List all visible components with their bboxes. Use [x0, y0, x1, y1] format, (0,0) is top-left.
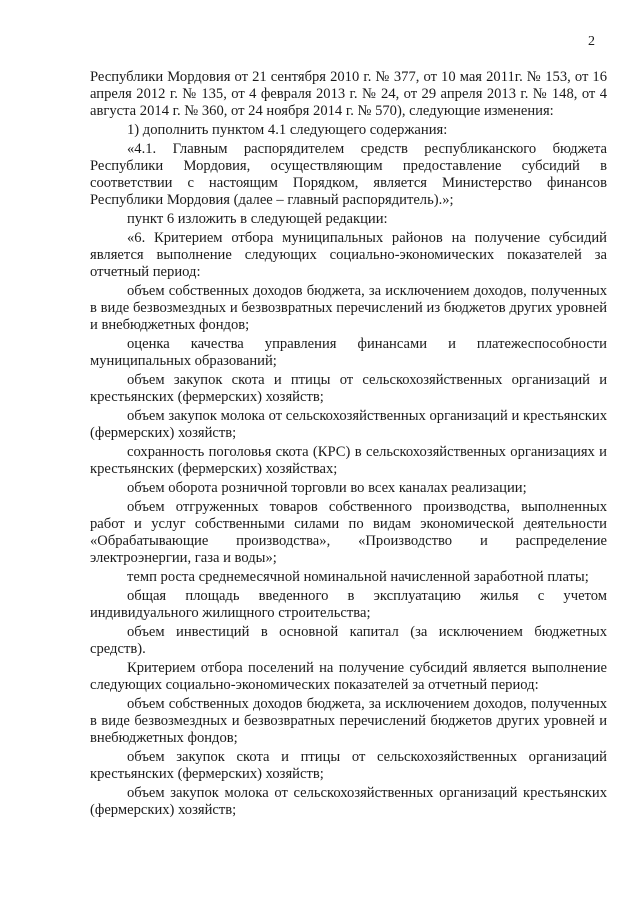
document-body — [90, 69, 607, 821]
list-item: оценка качества управления финансами и платежеспособности муниципальных образований; — [90, 335, 607, 369]
list-item: общая площадь введенного в эксплуатацию жилья с учетом индивидуального жилищного строительства; — [90, 587, 607, 621]
paragraph: «4.1. Главным распорядителем средств республиканского бюджета Республики Мордовия, осуществляющим предоставление субсидий в соответствии с настоящим Порядком, является Министерство финансов Республики Мордовия (далее – главный распорядитель).»; — [90, 141, 607, 208]
list-item: сохранность поголовья скота (КРС) в сельскохозяйственных организациях и крестьянских (фермерских) хозяйствах; — [90, 443, 607, 477]
list-item: объем закупок молока от сельскохозяйственных организаций и крестьянских (фермерских) хозяйств; — [90, 407, 607, 441]
list-item: объем закупок молока от сельскохозяйственных организаций крестьянских (фермерских) хозяйств; — [90, 784, 607, 818]
paragraph: 1) дополнить пунктом 4.1 следующего содержания: — [127, 121, 448, 138]
paragraph: пункт 6 изложить в следующей редакции: — [127, 210, 388, 227]
list-item: объем оборота розничной торговли во всех каналах реализации; — [127, 479, 527, 496]
paragraph: «6. Критерием отбора муниципальных районов на получение субсидий является выполнение следующих социально-экономических показателей за отчетный период: — [90, 229, 607, 280]
list-item: объем закупок скота и птицы от сельскохозяйственных организаций и крестьянских (фермерских) хозяйств; — [90, 371, 607, 405]
page-number: 2 — [588, 34, 595, 49]
list-item: объем собственных доходов бюджета, за исключением доходов, полученных в виде безвозмездных и безвозвратных перечислений бюджетов других уровней и внебюджетных фондов; — [90, 695, 607, 746]
list-item: объем отгруженных товаров собственного производства, выполненных работ и услуг собственными силами по видам экономической деятельности «Обрабатывающие производства», «Производство и распределение электроэнергии, газа и воды»; — [90, 498, 607, 566]
paragraph: Республики Мордовия от 21 сентября 2010 г. № 377, от 10 мая 2011г. № 153, от 16 апреля 2012 г. № 135, от 4 февраля 2013 г. № 24, от 29 апреля 2013 г. № 148, от 4 августа 2014 г. № 360, от 24 ноября 2014 г. № 570), следующие изменения: — [90, 69, 607, 119]
list-item: темп роста среднемесячной номинальной начисленной заработной платы; — [127, 568, 589, 585]
paragraph: Критерием отбора поселений на получение субсидий является выполнение следующих социально-экономических показателей за отчетный период: — [90, 659, 607, 693]
list-item: объем закупок скота и птицы от сельскохозяйственных организаций крестьянских (фермерских) хозяйств; — [90, 748, 607, 782]
list-item: объем собственных доходов бюджета, за исключением доходов, полученных в виде безвозмездных и безвозвратных перечислений из бюджетов других уровней и внебюджетных фондов; — [90, 282, 607, 333]
list-item: объем инвестиций в основной капитал (за исключением бюджетных средств). — [90, 623, 607, 657]
